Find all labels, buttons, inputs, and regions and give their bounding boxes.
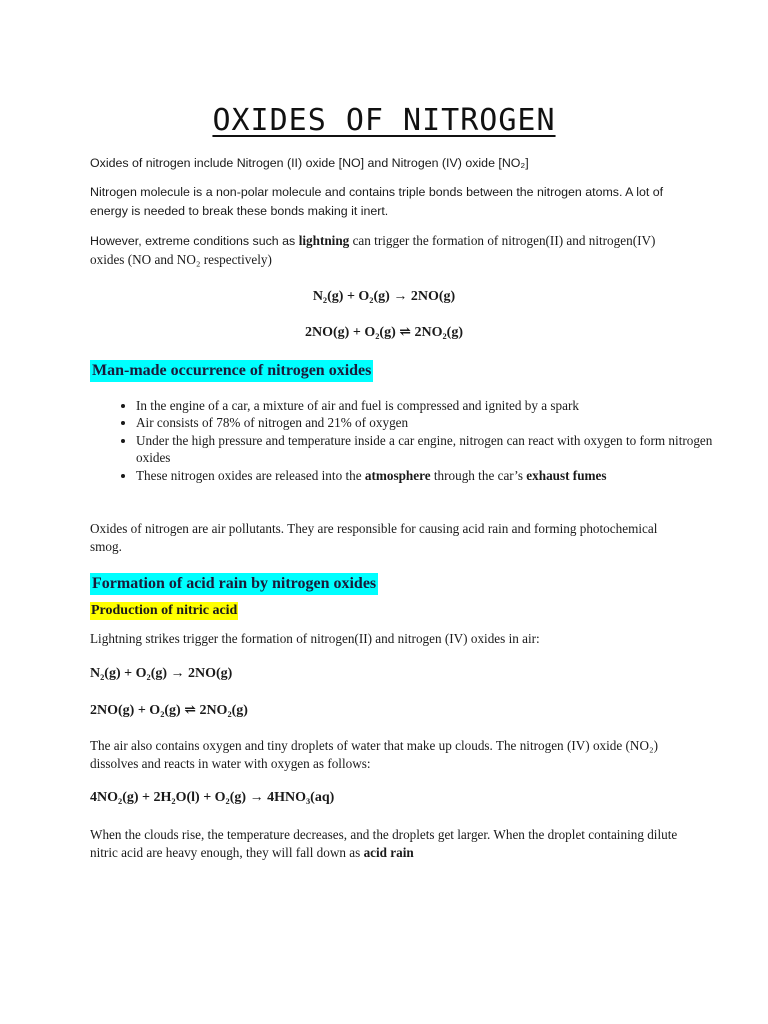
list-item: • Air consists of 78% of nitrogen and 21% of oxygen [136, 414, 736, 431]
intro-paragraph-3-start: However, extreme conditions such as [90, 234, 299, 248]
acid-rain-paragraph-text: When the clouds rise, the temperature decreases, and the droplets get larger. When the droplet containing dilute nitric acid are heavy enough, they will fall down as [90, 827, 678, 860]
intro-paragraph-1: Oxides of nitrogen include Nitrogen (II) oxide [NO] and Nitrogen (IV) oxide [NO₂] [90, 156, 529, 170]
keyword-acid-rain: acid rain [363, 845, 414, 860]
page-title: OXIDES OF NITROGEN [212, 103, 556, 138]
keyword-atmosphere: atmosphere [364, 467, 431, 483]
equation-2: 2NO(g) + O₂(g) ⇌ 2NO₂(g) [90, 703, 248, 718]
list-item [136, 467, 736, 484]
bullet-4-start: These nitrogen oxides are released into the [136, 467, 365, 483]
clouds-paragraph: The air also contains oxygen and tiny droplets of water that make up clouds. The nitrogen (IV) oxide (NO₂) dissolves and reacts in water with oxygen as follows: [90, 738, 658, 771]
keyword-exhaust-fumes: exhaust fumes [526, 467, 607, 483]
acid-rain-paragraph [90, 826, 690, 862]
list-item: • Under the high pressure and temperature inside a car engine, nitrogen can react with oxygen to form nitrogen oxides [136, 432, 736, 467]
bullet-list [90, 397, 736, 484]
intro-paragraph-2: Nitrogen molecule is a non-polar molecule and contains triple bonds between the nitrogen atoms. A lot of energy is needed to break these bonds making it inert. [90, 185, 664, 218]
bullet-4-middle: through the car’s [430, 467, 527, 483]
list-item: • In the engine of a car, a mixture of air and fuel is compressed and ignited by a spark [136, 397, 736, 414]
equation-top-2: 2NO(g) + O₂(g) ⇌ 2NO₂(g) [305, 325, 463, 340]
lightning-paragraph: Lightning strikes trigger the formation of nitrogen(II) and nitrogen (IV) oxides in air: [90, 631, 540, 646]
equation-1: N₂(g) + O₂(g) → 2NO(g) [90, 666, 233, 681]
keyword-lightning: lightning [298, 233, 350, 248]
equation-top-1: N₂(g) + O₂(g) → 2NO(g) [312, 289, 456, 304]
intro-paragraph-3-end: can trigger the formation of nitrogen(II) and nitrogen(IV) oxides (NO and NO₂ respectively) [90, 233, 656, 267]
intro-paragraph-3 [90, 232, 690, 269]
section-heading-acid-rain: Formation of acid rain by nitrogen oxides [90, 573, 378, 595]
subheading-nitric-acid: Production of nitric acid [91, 603, 238, 618]
section-heading-man-made: Man-made occurrence of nitrogen oxides [90, 360, 373, 382]
equation-3: 4NO₂(g) + 2H₂O(l) + O₂(g) → 4HNO₃(aq) [90, 790, 335, 805]
summary-paragraph: Oxides of nitrogen are air pollutants. They are responsible for causing acid rain and forming photochemical smog. [90, 521, 658, 554]
